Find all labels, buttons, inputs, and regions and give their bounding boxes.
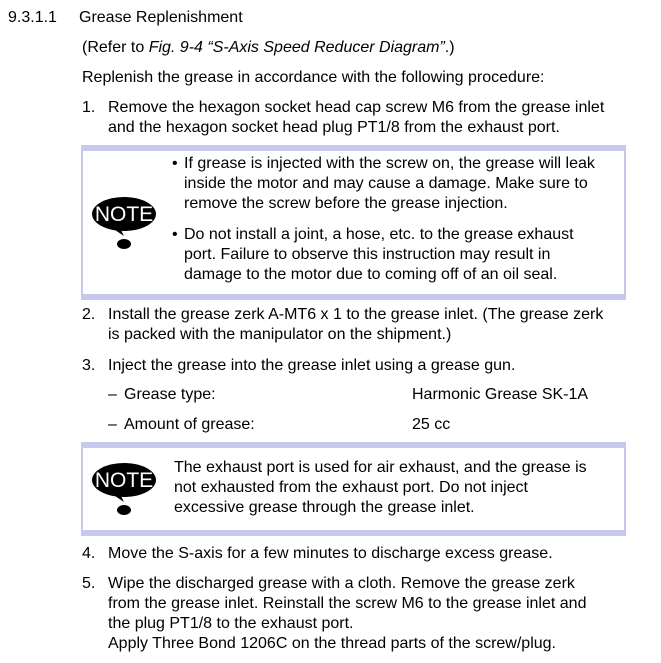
step-5-line-4: Apply Three Bond 1206C on the thread parts of the screw/plug. xyxy=(108,635,556,652)
spec-1-value: Harmonic Grease SK-1A xyxy=(412,386,589,403)
note1-bullet-1-line-1: If grease is injected with the screw on, the grease will leak xyxy=(184,155,595,172)
note-icon xyxy=(90,196,158,252)
step-2-line-1: Install the grease zerk A-MT6 x 1 to the grease inlet. (The grease zerk xyxy=(108,306,604,323)
refer-prefix: (Refer to xyxy=(82,39,149,56)
section-title: Grease Replenishment xyxy=(79,9,243,26)
spec-2-value: 25 cc xyxy=(412,416,451,433)
note-icon-label: NOTE xyxy=(94,469,154,492)
step-5-line-2: from the grease inlet. Reinstall the screw M6 to the grease inlet and xyxy=(108,595,587,612)
step-5-line-3: the plug PT1/8 to the exhaust port. xyxy=(108,615,354,632)
step-5-number: 5. xyxy=(82,575,96,592)
note-icon xyxy=(90,462,158,518)
step-3-line-1: Inject the grease into the grease inlet using a grease gun. xyxy=(108,357,516,374)
figure-reference-link[interactable]: Fig. 9-4 “S-Axis Speed Reducer Diagram” xyxy=(148,39,445,56)
note1-bullet-2-line-3: damage to the motor due to coming off of an oil seal. xyxy=(184,266,558,283)
note1-bullet-2-line-1: Do not install a joint, a hose, etc. to the grease exhaust xyxy=(184,226,574,243)
note1-bullet-2-mark: • xyxy=(172,226,178,243)
spec-2-dash: – xyxy=(108,416,117,433)
note2-line-3: excessive grease through the grease inlet. xyxy=(174,499,475,516)
spec-1-dash: – xyxy=(108,386,117,403)
step-1-line-2: and the hexagon socket head plug PT1/8 from the exhaust port. xyxy=(108,119,560,136)
step-4-number: 4. xyxy=(82,545,96,562)
note2-line-1: The exhaust port is used for air exhaust, and the grease is xyxy=(174,459,587,476)
note1-bullet-2-line-2: port. Failure to observe this instruction may result in xyxy=(184,246,551,263)
step-1-number: 1. xyxy=(82,99,96,116)
step-2-line-2: is packed with the manipulator on the shipment.) xyxy=(108,326,452,343)
section-number: 9.3.1.1 xyxy=(8,9,57,26)
refer-line xyxy=(82,38,455,58)
note-icon-label: NOTE xyxy=(94,203,154,226)
step-3-number: 3. xyxy=(82,357,96,374)
note1-bullet-1-line-3: remove the screw before the grease injection. xyxy=(184,195,508,212)
refer-suffix: .) xyxy=(444,39,455,56)
spec-1-label: Grease type: xyxy=(124,386,216,403)
spec-2-label: Amount of grease: xyxy=(124,416,255,433)
step-4-line-1: Move the S-axis for a few minutes to discharge excess grease. xyxy=(108,545,553,562)
note1-bullet-1-line-2: inside the motor and may cause a damage. Make sure to xyxy=(184,175,588,192)
note2-line-2: not exhausted from the exhaust port. Do not inject xyxy=(174,479,528,496)
intro-text: Replenish the grease in accordance with the following procedure: xyxy=(82,69,545,86)
note1-bullet-1-mark: • xyxy=(172,155,178,172)
step-1-line-1: Remove the hexagon socket head cap screw M6 from the grease inlet xyxy=(108,99,605,116)
step-2-number: 2. xyxy=(82,306,96,323)
step-5-line-1: Wipe the discharged grease with a cloth. Remove the grease zerk xyxy=(108,575,575,592)
